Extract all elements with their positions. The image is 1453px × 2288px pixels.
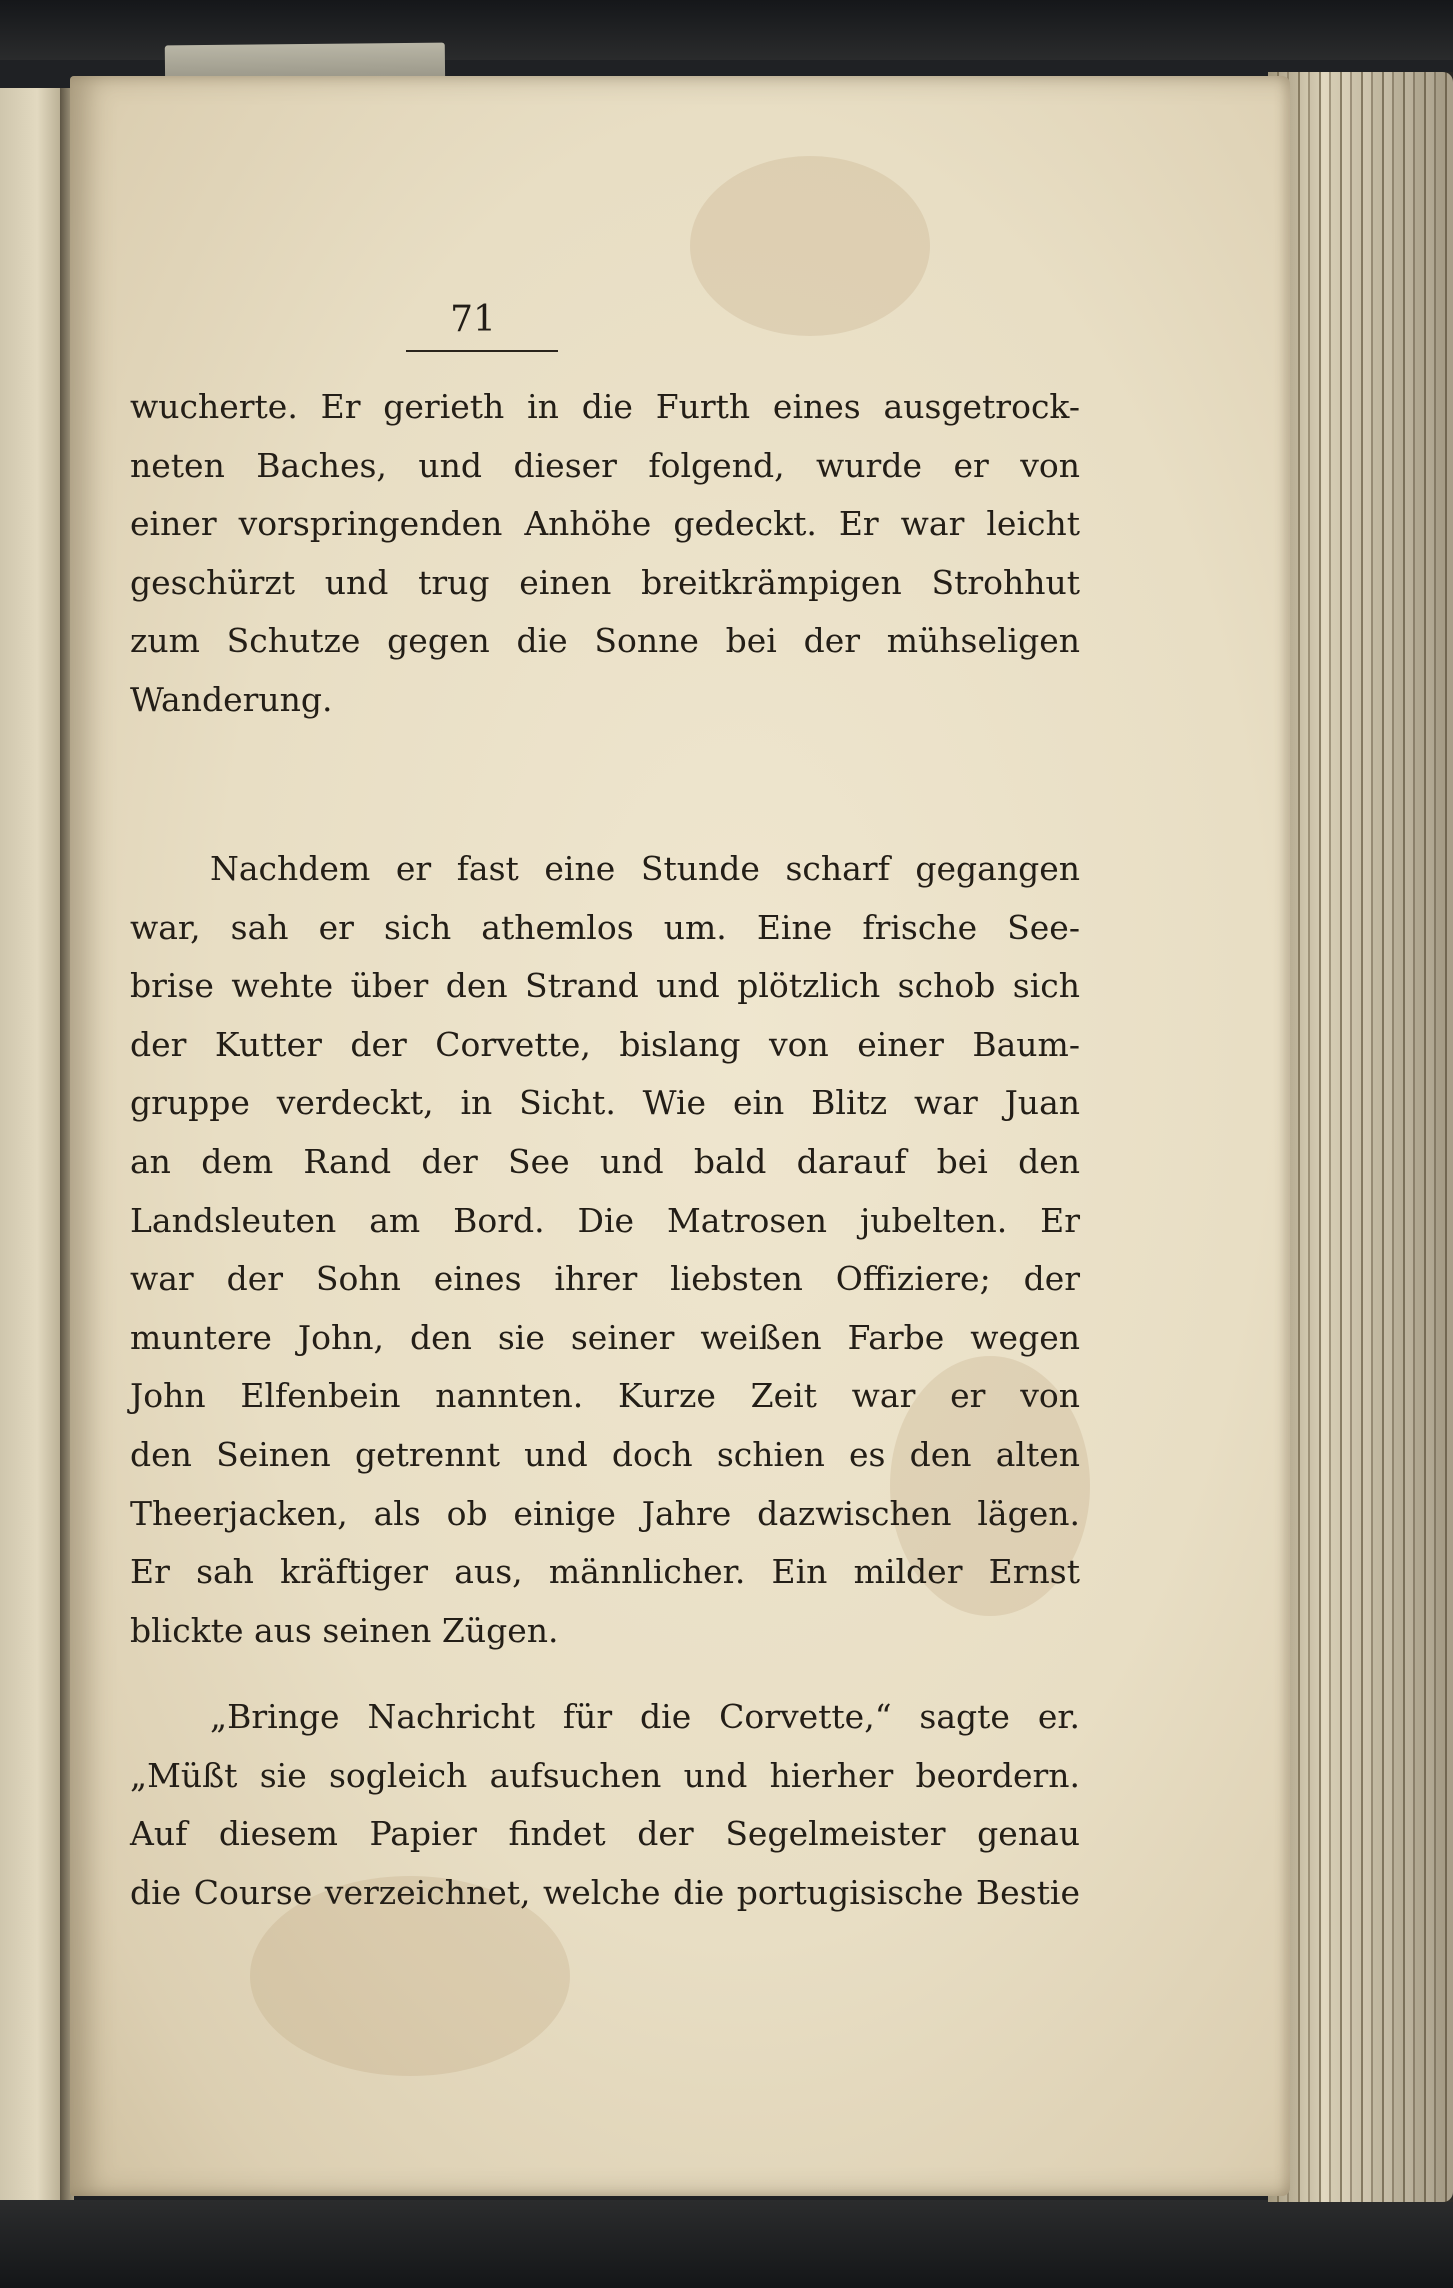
text-line: war der Sohn eines ihrer liebsten Offiziere; der xyxy=(130,1259,1080,1299)
text-line: Wanderung. xyxy=(130,679,333,719)
text-line: Auf diesem Papier findet der Segelmeister genau xyxy=(130,1814,1080,1854)
page-number-rule xyxy=(406,350,558,352)
text-line: neten Baches, und dieser folgend, wurde er von xyxy=(130,445,1080,485)
text-line: wucherte. Er gerieth in die Furth eines ausgetrock- xyxy=(130,387,1080,426)
paper-stain xyxy=(690,156,930,336)
text-line: brise wehte über den Strand und plötzlich schob sich xyxy=(130,966,1080,1006)
text-line: Er sah kräftiger aus, männlicher. Ein milder Ernst xyxy=(130,1552,1080,1592)
text-line: muntere John, den sie seiner weißen Farbe wegen xyxy=(130,1317,1080,1357)
text-line: zum Schutze gegen die Sonne bei der mühseligen xyxy=(130,621,1080,661)
text-line: einer vorspringenden Anhöhe gedeckt. Er war leicht xyxy=(130,504,1080,544)
text-line: war, sah er sich athemlos um. Eine frische See- xyxy=(130,907,1080,947)
text-line: „Müßt sie sogleich aufsuchen und hierher beordern. xyxy=(130,1755,1080,1795)
text-line: Nachdem er fast eine Stunde scharf gegangen xyxy=(210,849,1080,888)
text-line: Landsleuten am Bord. Die Matrosen jubelten. Er xyxy=(130,1200,1080,1240)
text-line: der Kutter der Corvette, bislang von einer Baum- xyxy=(130,1024,1080,1064)
text-line: „Bringe Nachricht für die Corvette,“ sagte er. xyxy=(210,1697,1080,1736)
text-line: geschürzt und trug einen breitkrämpigen Strohhut xyxy=(130,562,1080,602)
paragraph xyxy=(130,840,1080,1660)
text-line: John Elfenbein nannten. Kurze Zeit war er von xyxy=(130,1376,1080,1416)
book-page xyxy=(70,76,1290,2196)
paragraph xyxy=(130,1688,1080,1922)
book-cover-bottom xyxy=(0,2200,1453,2288)
page-number: 71 xyxy=(450,299,496,340)
text-line: an dem Rand der See und bald darauf bei den xyxy=(130,1141,1080,1181)
fore-edge-shadow xyxy=(1268,72,1453,2202)
text-line: gruppe verdeckt, in Sicht. Wie ein Blitz war Juan xyxy=(130,1083,1080,1123)
left-page-edge xyxy=(0,88,64,2200)
text-line: den Seinen getrennt und doch schien es den alten xyxy=(130,1434,1080,1474)
paragraph xyxy=(130,378,1080,730)
text-line: Theerjacken, als ob einige Jahre dazwischen lägen. xyxy=(130,1493,1080,1533)
text-line: die Course verzeichnet, welche die portugisische Bestie xyxy=(130,1872,1080,1912)
text-line: blickte aus seinen Zügen. xyxy=(130,1610,559,1650)
